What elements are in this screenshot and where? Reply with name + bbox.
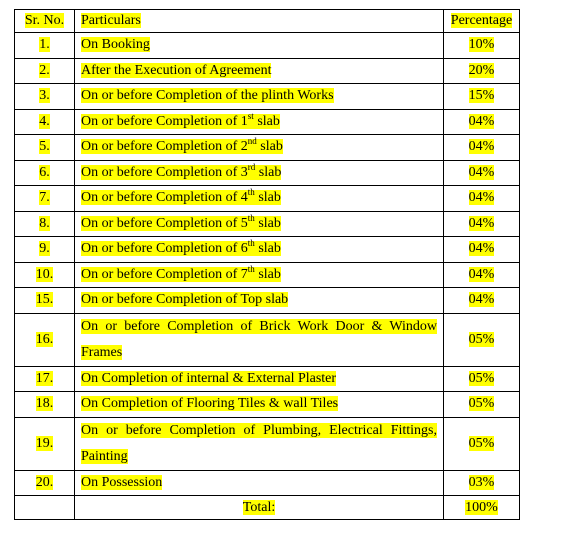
sr-no: 1. [39, 37, 50, 53]
header-particulars: Particulars [81, 13, 141, 28]
ordinal-suffix: th [247, 212, 255, 223]
sr-no: 3. [39, 88, 50, 104]
percentage-value: 04% [468, 292, 495, 308]
sr-no-cell [15, 262, 75, 288]
particulars-text [81, 88, 334, 103]
particulars-cell [75, 313, 444, 366]
table-row [15, 262, 520, 288]
table-row [15, 211, 520, 237]
particulars-cell [75, 470, 444, 496]
percentage-cell [444, 109, 520, 135]
percentage-cell [444, 313, 520, 366]
sr-no-cell [15, 135, 75, 161]
particulars-main: On or before Completion of 2 [81, 139, 248, 155]
percentage-value: 04% [468, 190, 495, 206]
table-row [15, 470, 520, 496]
particulars-main: On or before Completion of 5 [81, 215, 248, 231]
ordinal-suffix: th [247, 187, 255, 198]
table-row [15, 366, 520, 392]
percentage-value: 05% [468, 331, 495, 347]
ordinal-suffix: st [247, 110, 254, 121]
sr-no-cell [15, 470, 75, 496]
percentage-value: 04% [468, 113, 495, 129]
particulars-cell [75, 33, 444, 59]
particulars-cell [75, 288, 444, 314]
percentage-cell [444, 392, 520, 418]
table-row [15, 237, 520, 263]
particulars-text [81, 475, 162, 490]
particulars-main: On Possession [81, 474, 163, 490]
particulars-main: On Booking [81, 37, 150, 53]
particulars-tail: slab [254, 215, 281, 231]
particulars-text [81, 371, 336, 386]
particulars-main: On Completion of Flooring Tiles & wall Tiles [81, 396, 339, 412]
sr-no: 10. [35, 266, 54, 282]
percentage-value: 04% [468, 139, 495, 155]
particulars-main: On or before Completion of 6 [81, 241, 248, 257]
sr-no: 17. [35, 370, 54, 386]
header-sr-no: Sr. No. [24, 13, 65, 28]
ordinal-suffix: rd [247, 161, 256, 172]
percentage-cell [444, 84, 520, 110]
header-row [15, 10, 520, 33]
particulars-tail: slab [255, 164, 282, 180]
particulars-text [81, 187, 281, 206]
percentage-cell [444, 237, 520, 263]
particulars-text [81, 161, 282, 180]
ordinal-suffix: th [247, 238, 255, 249]
sr-no: 18. [35, 396, 54, 412]
particulars-text [81, 212, 281, 231]
particulars-text [81, 110, 280, 129]
percentage-value: 04% [468, 266, 495, 282]
percentage-cell [444, 417, 520, 470]
ordinal-suffix: th [247, 263, 255, 274]
particulars-cell [75, 84, 444, 110]
percentage-cell [444, 470, 520, 496]
total-percentage: 100% [465, 499, 498, 515]
sr-no: 16. [35, 331, 54, 347]
sr-no-cell [15, 84, 75, 110]
particulars-tail: slab [253, 113, 280, 129]
total-label: Total: [242, 499, 276, 515]
sr-no-cell [15, 58, 75, 84]
percentage-cell [444, 366, 520, 392]
sr-no-cell [15, 109, 75, 135]
total-percentage-cell [444, 496, 520, 520]
particulars-text [81, 423, 437, 464]
particulars-cell [75, 211, 444, 237]
sr-no: 5. [39, 139, 50, 155]
particulars-cell [75, 58, 444, 84]
percentage-value: 04% [468, 241, 495, 257]
particulars-cell [75, 160, 444, 186]
particulars-cell [75, 392, 444, 418]
particulars-text [81, 396, 338, 411]
particulars-text [81, 263, 281, 282]
particulars-text [81, 292, 288, 307]
header-sr-no-cell [15, 10, 75, 33]
particulars-cell [75, 109, 444, 135]
total-empty-cell [15, 496, 75, 520]
table-row [15, 417, 520, 470]
table-row [15, 186, 520, 212]
sr-no-cell [15, 211, 75, 237]
ordinal-suffix: nd [247, 136, 257, 147]
sr-no: 6. [39, 164, 50, 180]
particulars-text [81, 238, 281, 257]
table-row [15, 109, 520, 135]
particulars-tail: slab [254, 241, 281, 257]
table-row [15, 84, 520, 110]
sr-no: 4. [39, 113, 50, 129]
sr-no: 15. [35, 292, 54, 308]
sr-no: 7. [39, 190, 50, 206]
particulars-text [81, 37, 150, 52]
sr-no: 19. [35, 435, 54, 451]
total-label-cell [75, 496, 444, 520]
percentage-value: 20% [468, 62, 495, 78]
percentage-value: 05% [468, 396, 495, 412]
header-particulars-cell [75, 10, 444, 33]
particulars-main: On or before Completion of the plinth Works [81, 88, 334, 104]
table-row [15, 313, 520, 366]
sr-no-cell [15, 237, 75, 263]
percentage-value: 05% [468, 435, 495, 451]
table-row [15, 288, 520, 314]
percentage-value: 04% [468, 215, 495, 231]
payment-schedule-table [14, 9, 520, 520]
total-row [15, 496, 520, 520]
particulars-text [81, 319, 437, 360]
sr-no-cell [15, 160, 75, 186]
sr-no-cell [15, 392, 75, 418]
particulars-cell [75, 417, 444, 470]
payment-schedule [14, 9, 520, 520]
particulars-text [81, 63, 271, 78]
particulars-tail: slab [254, 190, 281, 206]
sr-no: 8. [39, 215, 50, 231]
particulars-cell [75, 366, 444, 392]
particulars-main: On or before Completion of 4 [81, 190, 248, 206]
particulars-main: On or before Completion of 3 [81, 164, 248, 180]
particulars-tail: slab [254, 266, 281, 282]
percentage-value: 10% [468, 37, 495, 53]
percentage-cell [444, 33, 520, 59]
sr-no: 9. [39, 241, 50, 257]
percentage-cell [444, 160, 520, 186]
sr-no-cell [15, 186, 75, 212]
header-percentage-cell [444, 10, 520, 33]
particulars-main: On or before Completion of 1 [81, 113, 248, 129]
header-percentage: Percentage [450, 13, 513, 28]
sr-no: 20. [35, 474, 54, 490]
particulars-main: On or before Completion of Top slab [81, 292, 289, 308]
particulars-cell [75, 262, 444, 288]
sr-no-cell [15, 417, 75, 470]
sr-no-cell [15, 288, 75, 314]
percentage-value: 03% [468, 474, 495, 490]
particulars-main: On Completion of internal & External Plaster [81, 370, 337, 386]
sr-no-cell [15, 366, 75, 392]
percentage-cell [444, 135, 520, 161]
percentage-value: 05% [468, 370, 495, 386]
table-row [15, 33, 520, 59]
particulars-main: On or before Completion of Brick Work Door & Window Frames [81, 318, 437, 360]
particulars-main: After the Execution of Agreement [81, 62, 272, 78]
percentage-cell [444, 262, 520, 288]
sr-no-cell [15, 33, 75, 59]
sr-no-cell [15, 313, 75, 366]
percentage-cell [444, 288, 520, 314]
table-body [15, 10, 520, 520]
particulars-text [81, 136, 283, 155]
table-row [15, 160, 520, 186]
percentage-value: 04% [468, 164, 495, 180]
particulars-tail: slab [256, 139, 283, 155]
sr-no: 2. [39, 62, 50, 78]
percentage-cell [444, 186, 520, 212]
table-row [15, 135, 520, 161]
particulars-cell [75, 237, 444, 263]
particulars-main: On or before Completion of Plumbing, Electrical Fittings, Painting [81, 422, 437, 464]
percentage-cell [444, 58, 520, 84]
percentage-cell [444, 211, 520, 237]
percentage-value: 15% [468, 88, 495, 104]
particulars-cell [75, 186, 444, 212]
table-row [15, 392, 520, 418]
table-row [15, 58, 520, 84]
particulars-cell [75, 135, 444, 161]
particulars-main: On or before Completion of 7 [81, 266, 248, 282]
